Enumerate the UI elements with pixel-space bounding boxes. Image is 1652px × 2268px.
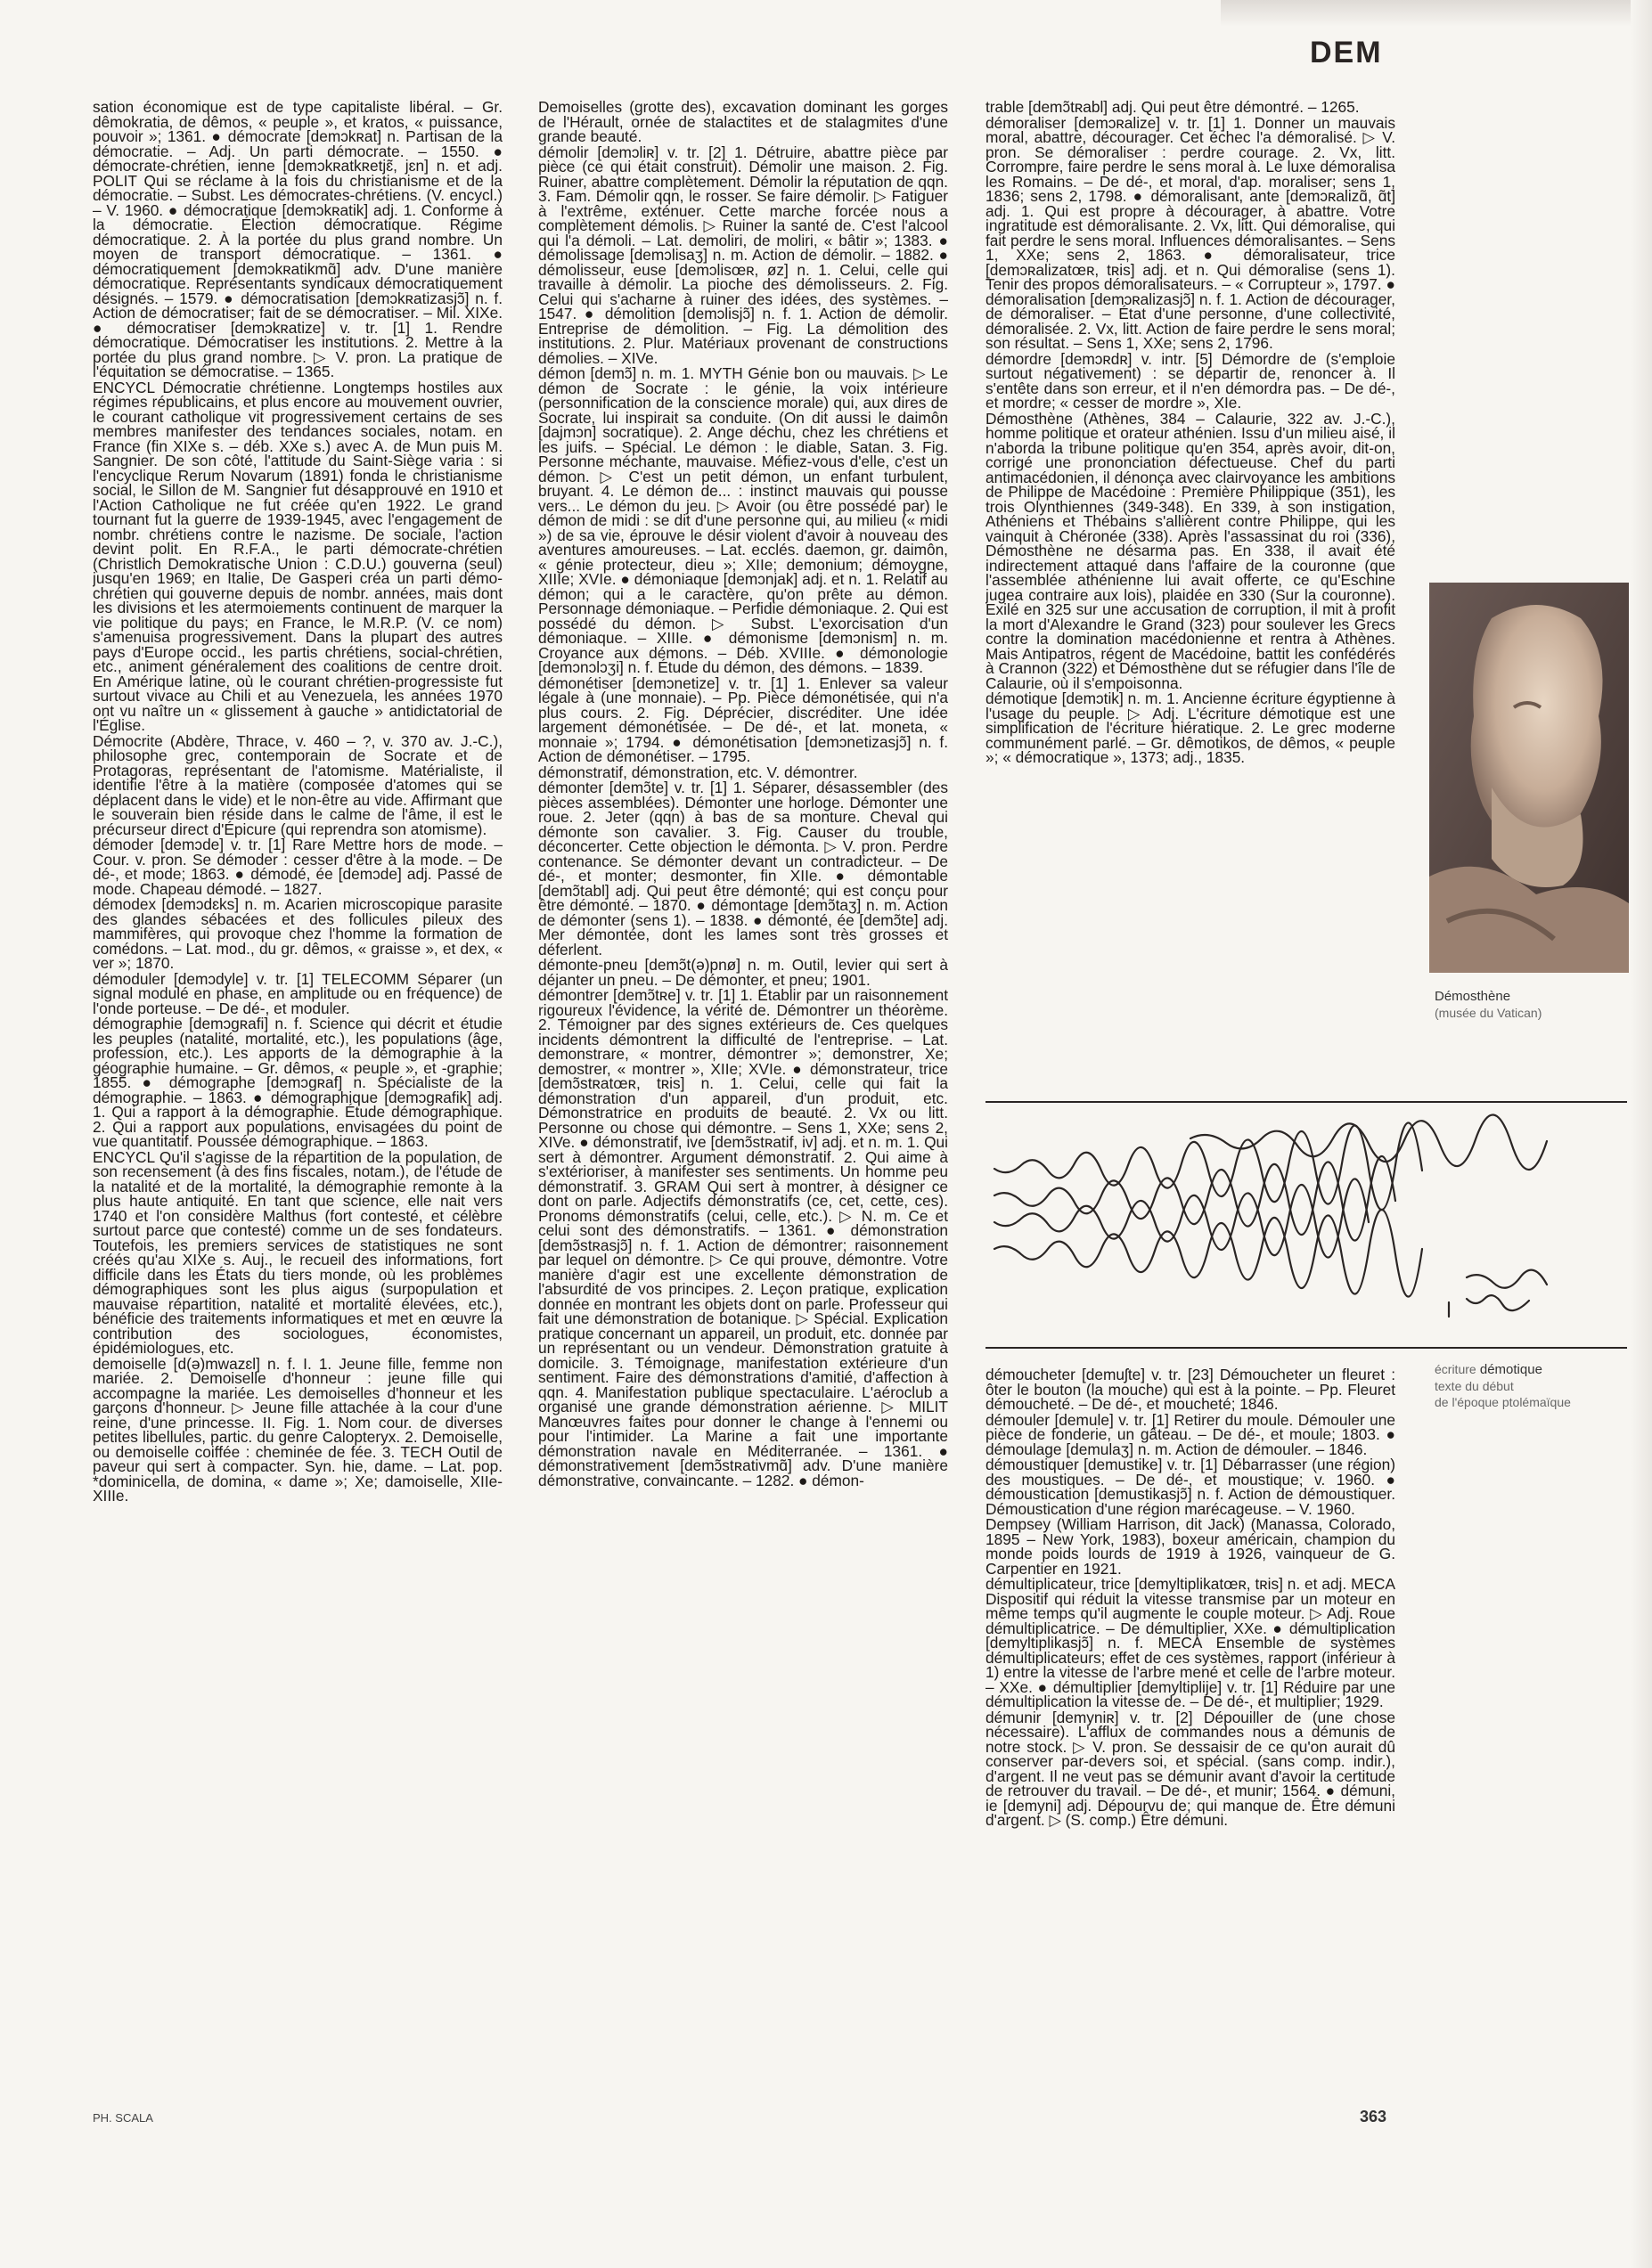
dictionary-entry: démultiplicateur, trice [demyltiplikatœʀ, tʀis] n. et adj. MECA Dispositif qui réduit la vitesse transmise par un moteur en même temps qu'il augmente le couple moteur. ▷ Adj. Roue démultiplicatrice. – De démultiplier, XXe. ● démultiplication [demyltiplikasjɔ̃] n. f. MECA Ensemble de systèmes démultiplicateurs; effet de ces systèmes, rapport (inférieur à 1) entre la vitesse de l'arbre mené et celle de l'arbre moteur. – XXe. ● démultiplier [demyltiplije] v. tr. [1] Réduire par une démultiplication la vitesse de. – De dé-, et multiplier; 1929. <box>985 1575 1395 1710</box>
dictionary-entry: démordre [demɔʀdʀ] v. intr. [5] Démordre de (s'emploie surtout négativement) : se départir de, renoncer à. Il s'entête dans son erreur, et il n'en démordra pas. – De dé-, et mordre; « cesser de mordre », XIe. <box>985 349 1395 412</box>
dictionary-entry: démotique [demɔtik] n. m. 1. Ancienne écriture égyptienne à l'usage du peuple. ▷ Adj. L'écriture démotique est une simplification de l'écriture hiératique. 2. Le grec moderne communément parlé. – Gr. dêmotikos, de dêmos, « peuple »; « démocratique », 1373; adj., 1835. <box>985 689 1395 766</box>
demotic-caption <box>1435 1361 1640 1410</box>
dictionary-entry: ENCYCL Qu'il s'agisse de la répartition de la population, de son recensement (à des fins fiscales, notam.), de l'étude de la natalité et de la mortalité, la démographie remonte à la plus haute antiquité. En tant que science, elle nait vers 1740 et l'on considère Malthus (fort contesté, et célèbre surtout parce que contesté) comme un de ses fondateurs. Toutefois, les premiers services de statistiques ne sont créés qu'au XIXe s. Auj., le recueil des informations, fort difficile dans les États du tiers monde, où les problèmes démographiques sont les plus aigus (surpopulation et mauvaise répartition, natalité et mortalité élevées, etc.), bénéficie des traitements informatiques et met en œuvre la contribution des sociologues, économistes, épidémiologues, etc. <box>93 1147 503 1357</box>
column-3-bottom <box>985 1367 1395 2098</box>
dictionary-entry: démonte-pneu [demɔ̃t(ə)pnø] n. m. Outil, levier qui sert à déjanter un pneu. – De démonter, et pneu; 1901. <box>538 956 948 989</box>
dictionary-entry: démolir [demɔliʀ] v. tr. [2] 1. Détruire, abattre pièce par pièce (ce qui était construit). Démolir une maison. 2. Fig. Ruiner, abattre complètement. Démolir la réputation de qqn. 3. Fam. Démolir qqn, le rosser. Se faire démolir. ▷ Fatiguer à l'extrême, exténuer. Cette marche forcée nous a complètement démolis. ▷ Ruiner la santé de. C'est l'alcool qui l'a démoli. – Lat. demoliri, de moliri, « bâtir »; 1383. ● démolissage [demɔlisaʒ] n. m. Action de démolir. – 1882. ● démolisseur, euse [demɔlisœʀ, øz] n. 1. Celui, celle qui travaille à démolir. La pioche des démolisseurs. 2. Fig. Celui qui s'acharne à ruiner des idées, des systèmes. – 1547. ● démolition [demɔlisjɔ̃] n. f. 1. Action de démolir. Entreprise de démolition. – Fig. La démolition des institutions. 2. Plur. Matériaux provenant de constructions démolies. – XIVe. <box>538 143 948 367</box>
dictionary-entry: démon [demɔ̃] n. m. 1. MYTH Génie bon ou mauvais. ▷ Le démon de Socrate : le génie, la voix intérieure (personnification de la conscience morale) qui, aux dires de Socrate, lui inspirait sa conduite. (On dit aussi le daimôn [dajmɔn] socratique). 2. Ange déchu, chez les chrétiens et les juifs. – Spécial. Le démon : le diable, Satan. 3. Fig. Personne méchante, mauvaise. Méfiez-vous d'elle, c'est un démon. ▷ C'est un petit démon, un enfant turbulent, bruyant. 4. Le démon de... : instinct mauvais qui pousse vers... Le démon du jeu. ▷ Avoir (ou être possédé par) le démon de midi : se dit d'une personne qui, au milieu (« midi ») de sa vie, éprouve le désir violent d'avoir à nouveau des aventures amoureuses. – Lat. ecclés. daemon, gr. daimôn, « génie protecteur, dieu »; XIIe; demonium; démoygne, XIIIe; XVIe. ● démoniaque [demɔnjak] adj. et n. 1. Relatif au démon; qui a le caractère, qu'on prête au démon. Personnage démoniaque. – Perfidie démoniaque. 2. Qui est possédé du démon. ▷ Subst. L'exorcisation d'un démoniaque. – XIIIe. ● démonisme [demɔnism] n. m. Croyance aux démons. – Déb. XVIIIe. ● démonologie [demɔnɔlɔʒi] n. f. Étude du démon, des démons. – 1839. <box>538 364 948 676</box>
demotic-caption-bold: démotique <box>1479 1362 1542 1377</box>
demosthenes-photo <box>1429 583 1629 973</box>
dictionary-entry: ENCYCL Démocratie chrétienne. Longtemps hostiles aux régimes républicains, et plus encore au mouvement ouvrier, le courant catholique vit progressivement certains de ses membres manifester des tendances sociales, notam. en France (fin XIXe s. – déb. XXe s.) avec A. de Mun puis M. Sangnier. De son côté, l'attitude du Saint-Siège varia : si l'encyclique Rerum Novarum (1891) fonda le christianisme social, le Sillon de M. Sangnier fut désapprouvé en 1910 et l'Action Catholique ne fut créée qu'en 1922. Le grand tournant fut la guerre de 1939-1945, avec l'engagement de nombr. chrétiens contre le nazisme. De sociale, l'action devint polit. En R.F.A., le parti démocrate-chrétien (Christlich Demokratische Union : C.D.U.) gouverna (seul) jusqu'en 1969; en Italie, De Gasperi créa un parti démo-chrétien qui gouverne depuis de nombr. années, mais dont les divisions et les atermoiements continuent de marquer la vie politique du pays; en France, le M.R.P. (V. ce nom) s'amenuisa progressivement. Dans la plupart des autres pays d'Europe occid., les partis chrétiens, social-chrétien, etc., animent généralement des coalitions de centre droit. En Amérique latine, où le courant chrétien-progressiste fut surtout vivace au Chili et au Venezuela, les années 1970 ont vu naître un « glissement à gauche » antidictatorial de l'Église. <box>93 378 503 734</box>
page-edge <box>1631 0 1652 2268</box>
dictionary-entry: Démosthène (Athènes, 384 – Calaurie, 322 av. J.-C.), homme politique et orateur athénien. Issu d'un milieu aisé, il n'aborda la tribune politique qu'en 354, après avoir, dit-on, corrigé une prononciation défectueuse. Chef du parti antimacédonien, il dénonça avec clairvoyance les ambitions de Philippe de Macédoine : Première Philippique (351), les trois Olynthiennes (349-348). En 339, à son instigation, Athéniens et Thébains s'allièrent contre Philippe, qui les vainquit à Chéronée (338). Après l'assassinat du roi (336), Démosthène ne désarma pas. En 338, il avait été indirectement attaqué dans l'affaire de la couronne (que l'assemblée athénienne lui avait offerte, ce qu'Eschine jugea contraire aux lois), plaidée en 330 (Sur la couronne). Exilé en 325 sur une accusation de corruption, il mit à profit la mort d'Alexandre le Grand (323) pour soulever les Grecs contre la domination macédonienne et rentra à Athènes. Mais Antipatros, régent de Macédoine, battit les confédérés à Crannon (322) et Démosthène dut se réfugier dans l'île de Calaurie, où il s'empoisonna. <box>985 409 1395 692</box>
dictionary-entry: démonétiser [demɔnetize] v. tr. [1] 1. Enlever sa valeur légale à (une monnaie). – Pp. Pièce démonétisée, qui n'a plus cours. 2. Fig. Déprécier, discréditer. Une idée largement démonétisée. – De dé-, et lat. moneta, « monnaie »; 1794. ● démonétisation [demɔnetizasjɔ̃] n. f. Action de démonétiser. – 1795. <box>538 673 948 765</box>
column-2 <box>538 100 948 2095</box>
dictionary-entry: démoder [demɔde] v. tr. [1] Rare Mettre hors de mode. – Cour. v. pron. Se démoder : cesser d'être à la mode. – De dé-, et mode; 1863. ● démodé, ée [demɔde] adj. Passé de mode. Chapeau démodé. – 1827. <box>93 836 503 898</box>
dictionary-entry: démoustiquer [demustike] v. tr. [1] Débarrasser (une région) des moustiques. – De dé-, et moustique; v. 1960. ● démoustication [demustikasjɔ̃] n. f. Action de démoustiquer. Démoustication d'une région marécageuse. – V. 1960. <box>985 1456 1395 1518</box>
dictionary-entry: démouler [demule] v. tr. [1] Retirer du moule. Démouler une pièce de fonderie, un gâteau. – De dé-, et moule; 1803. ● démoulage [demulaʒ] n. m. Action de démouler. – 1846. <box>985 1410 1395 1458</box>
dictionary-entry: démonstratif, démonstration, etc. V. démontrer. <box>538 763 858 781</box>
dictionary-entry: démodex [demɔdɛks] n. m. Acarien microscopique parasite des glandes sébacées et des follicules pileux des mammifères, qui provoque chez l'homme la formation de comédons. – Lat. mod., du gr. dêmos, « graisse », et dex, « ver »; 1870. <box>93 895 503 972</box>
page-shadow <box>1221 0 1652 27</box>
dictionary-entry: démunir [demyniʀ] v. tr. [2] Dépouiller de (une chose nécessaire). L'afflux de commandes nous a démunis de notre stock. ▷ V. pron. Se dessaisir de ce qu'on aurait dû conserver par-devers soi, et spécial. (sans comp. indir.), d'argent. Il ne veut pas se démunir avant d'avoir la certitude de retrouver du travail. – De dé-, et munir; 1564. ● démuni, ie [demyni] adj. Dépourvu de; qui manque de. Être démuni d'argent. ▷ (S. comp.) Être démuni. <box>985 1708 1395 1829</box>
dictionary-entry: démontrer [demɔ̃tʀe] v. tr. [1] 1. Établir par un raisonnement rigoureux l'évidence, la vérité de. Démontrer un théorème. 2. Témoigner par des signes extérieurs de. Ces quelques incidents démontrent la difficulté de l'entreprise. – Lat. demonstrare, « montrer, démontrer »; demonstrer, Xe; demostrer, « montrer », XIIe; XVIe. ● démonstrateur, trice [demɔ̃stʀatœʀ, tʀis] n. 1. Celui, celle qui fait la démonstration d'un appareil, d'un produit, etc. Démonstratrice en produits de beauté. 2. Vx ou litt. Personne ou chose qui démontre. – Sens 1, XXe; sens 2, XIVe. ● démonstratif, ive [demɔ̃stʀatif, iv] adj. et n. m. 1. Qui sert à démontrer. Argument démonstratif. 2. Qui aime à s'extérioriser, à manifester ses sentiments. Un homme peu démonstratif. 3. GRAM Qui sert à montrer, à désigner ce dont on parle. Adjectifs démonstratifs (ce, cet, cette, ces). Pronoms démonstratifs (celui, celle, etc.). ▷ N. m. Ce et celui sont des démonstratifs. – 1361. ● démonstration [demɔ̃stʀasjɔ̃] n. f. 1. Action de démontrer; raisonnement par lequel on démontre. ▷ Ce qui prouve, démontre. Votre manière d'agir est une excellente démonstration de l'absurdité de vos principes. 2. Leçon pratique, explication donnée en montrant les objets dont on parle. Professeur qui fait une démonstration de botanique. ▷ Spécial. Explication pratique concernant un appareil, un produit, etc. donnée par un représentant ou un vendeur. Démonstration gratuite à domicile. 3. Témoignage, manifestation extérieure d'un sentiment. Faire des démonstrations d'amitié, d'affection à qqn. 4. Manifestation publique spectaculaire. L'aéroclub a organisé une grande démonstration aérienne. ▷ MILIT Manœuvres faites pour donner le change à l'ennemi ou pour l'intimider. La Marine a fait une importante démonstration navale en Méditerranée. – 1361. ● démonstrativement [demɔ̃stʀativmɑ̃] adv. D'une manière démonstrative, convaincante. – 1282. ● démon- <box>538 986 948 1489</box>
column-3-top <box>985 100 1395 1035</box>
running-head: DEM <box>1310 36 1383 69</box>
dictionary-entry: demoiselle [d(ə)mwazɛl] n. f. I. 1. Jeune fille, femme non mariée. 2. Demoiselle d'honneur : jeune fille qui accompagne la mariée. Les demoiselles d'honneur et les garçons d'honneur. ▷ Jeune fille attachée à la cour d'une reine, d'une princesse. II. Fig. 1. Nom cour. de diverses petites libellules, partic. du genre Calopteryx. 2. Demoiselle, ou demoiselle coiffée : cheminée de fée. 3. TECH Outil de paveur qui sert à compacter. Syn. hie, dame. – Lat. pop. *dominicella, de domina, « dame »; Xe; damoiselle, XIIe-XIIIe. <box>93 1354 503 1505</box>
dictionary-entry: Demoiselles (grotte des), excavation dominant les gorges de l'Hérault, ornée de stalactites et de stalagmites d'une grande beauté. <box>538 100 948 145</box>
demotic-script-image <box>985 1112 1627 1343</box>
dictionary-entry: Dempsey (William Harrison, dit Jack) (Manassa, Colorado, 1895 – New York, 1983), boxeur américain, champion du monde poids lourds de 1919 à 1926, vainqueur de G. Carpentier en 1921. <box>985 1515 1395 1578</box>
dictionary-entry: démoucheter [demuʃte] v. tr. [23] Démoucheter un fleuret : ôter le bouton (la mouche) qui est à la pointe. – Pp. Fleuret démoucheté. – De dé-, et moucheté; 1846. <box>985 1367 1395 1413</box>
demotic-caption-line1: texte du début <box>1435 1379 1514 1393</box>
dictionary-entry: démoraliser [demɔʀalize] v. tr. [1] 1. Donner un mauvais moral, abattre, décourager. Cet échec l'a démoralisé. ▷ V. pron. Se démoraliser : perdre courage. 2. Vx, litt. Corrompre, faire perdre le sens moral à. Le luxe démoralisa les Romains. – De dé-, et moral, d'ap. moraliser; sens 1, 1836; sens 2, 1798. ● démoralisant, ante [demɔʀalizɑ̃, ɑ̃t] adj. 1. Qui est propre à décourager, à abattre. Votre ingratitude est démoralisante. 2. Vx, litt. Qui démoralise, qui fait perdre le sens moral. Influences démoralisantes. – Sens 1, XXe; sens 2, 1863. ● démoralisateur, trice [demɔʀalizatœʀ, tʀis] adj. et n. Qui démoralise (sens 1). Tenir des propos démoralisateurs. – « Corrupteur », 1797. ● démoralisation [demɔʀalizasjɔ̃] n. f. 1. Action de décourager, de démoraliser. – État d'une personne, d'une collectivité, démoralisée. 2. Vx, litt. Action de faire perdre le sens moral; son résultat. – Sens 1, XXe; sens 2, 1796. <box>985 113 1395 352</box>
divider-rule-2 <box>985 1347 1627 1349</box>
photo-credit: PH. SCALA <box>93 2111 153 2125</box>
dictionary-entry: démonter [demɔ̃te] v. tr. [1] 1. Séparer, désassembler (des pièces assemblées). Démonter une horloge. Démonter une roue. 2. Jeter (qqn) à bas de sa monture. Cheval qui démonte son cavalier. 3. Fig. Causer du trouble, déconcerter. Cette objection le démonta. ▷ V. pron. Perdre contenance. Se démonter devant un contradicteur. – De dé-, et monter; desmonter, fin XIIe. ● démontable [demɔ̃tabl] adj. Qui peut être démonté; qui est conçu pour être démonté. – 1870. ● démontage [demɔ̃taʒ] n. m. Action de démonter (sens 1). – 1838. ● démonté, ée [demɔ̃te] adj. Mer démontée, dont les lames sont très grosses et déferlent. <box>538 779 948 959</box>
photo-caption-title: Démosthène <box>1435 989 1511 1004</box>
photo-caption <box>1435 989 1640 1021</box>
demotic-caption-prefix: écriture <box>1435 1362 1476 1376</box>
dictionary-entry: démoduler [demɔdyle] v. tr. [1] TELECOMM Séparer (un signal modulé en phase, en amplitude ou en fréquence) de l'onde porteuse. – De dé-, et moduler. <box>93 969 503 1017</box>
dictionary-entry: Démocrite (Abdère, Thrace, v. 460 – ?, v. 370 av. J.-C.), philosophe grec, contemporain de Socrate et de Protagoras, représentant de l'atomisme. Matérialiste, il identifie l'être à la matière (composée d'atomes qui se déplacent dans le vide) et le non-être au vide. Affirmant que le souverain bien réside dans le calme de l'âme, il est le précurseur direct d'Épicure (qui reprendra son atomisme). <box>93 731 503 838</box>
divider-rule <box>985 1101 1627 1103</box>
dictionary-entry: démographie [demɔgʀafi] n. f. Science qui décrit et étudie les peuples (natalité, mortalité, etc.), les populations (âge, profession, etc.). Les apports de la démographie à la géographie humaine. – Gr. dêmos, « peuple », et -graphie; 1855. ● démographe [demɔgʀaf] n. Spécialiste de la démographie. – 1863. ● démographique [demɔgʀafik] adj. 1. Qui a rapport à la démographie. Étude démographique. 2. Qui a rapport aux populations, envisagées du point de vue quantitatif. Poussée démographique. – 1863. <box>93 1015 503 1150</box>
demotic-caption-line2: de l'époque ptolémaïque <box>1435 1395 1571 1409</box>
column-1 <box>93 100 503 2113</box>
page-number: 363 <box>1360 2108 1387 2125</box>
dictionary-entry: sation économique est de type capitaliste libéral. – Gr. dêmokratia, de dêmos, « peuple », et kratos, « puissance, pouvoir »; 1361. ● démocrate [demɔkʀat] n. Partisan de la démocratie. – Adj. Un parti démocrate. – 1550. ● démocrate-chrétien, ienne [demɔkʀatkʀetjɛ̃, jɛn] n. et adj. POLIT Qui se réclame à la fois du christianisme et de la démocratie. – Subst. Les démocrates-chrétiens. (V. encycl.) – V. 1960. ● démocratique [demɔkʀatik] adj. 1. Conforme à la démocratie. Élection démocratique. Régime démocratique. 2. À la portée du plus grand nombre. Un moyen de transport démocratique. – 1361. ● démocratiquement [demɔkʀatikmɑ̃] adv. D'une manière démocratique. Représentants syndicaux démocratiquement désignés. – 1579. ● démocratisation [demɔkʀatizasjɔ̃] n. f. Action de démocratiser; fait de se démocratiser. – Mil. XIXe. ● démocratiser [demɔkʀatize] v. tr. [1] 1. Rendre démocratique. Démocratiser les institutions. 2. Mettre à la portée du plus grand nombre. ▷ V. pron. La pratique de l'équitation se démocratise. – 1365. <box>93 100 503 380</box>
photo-caption-source: (musée du Vatican) <box>1435 1006 1542 1020</box>
dictionary-entry: trable [demɔ̃tʀabl] adj. Qui peut être démontré. – 1265. <box>985 100 1360 116</box>
